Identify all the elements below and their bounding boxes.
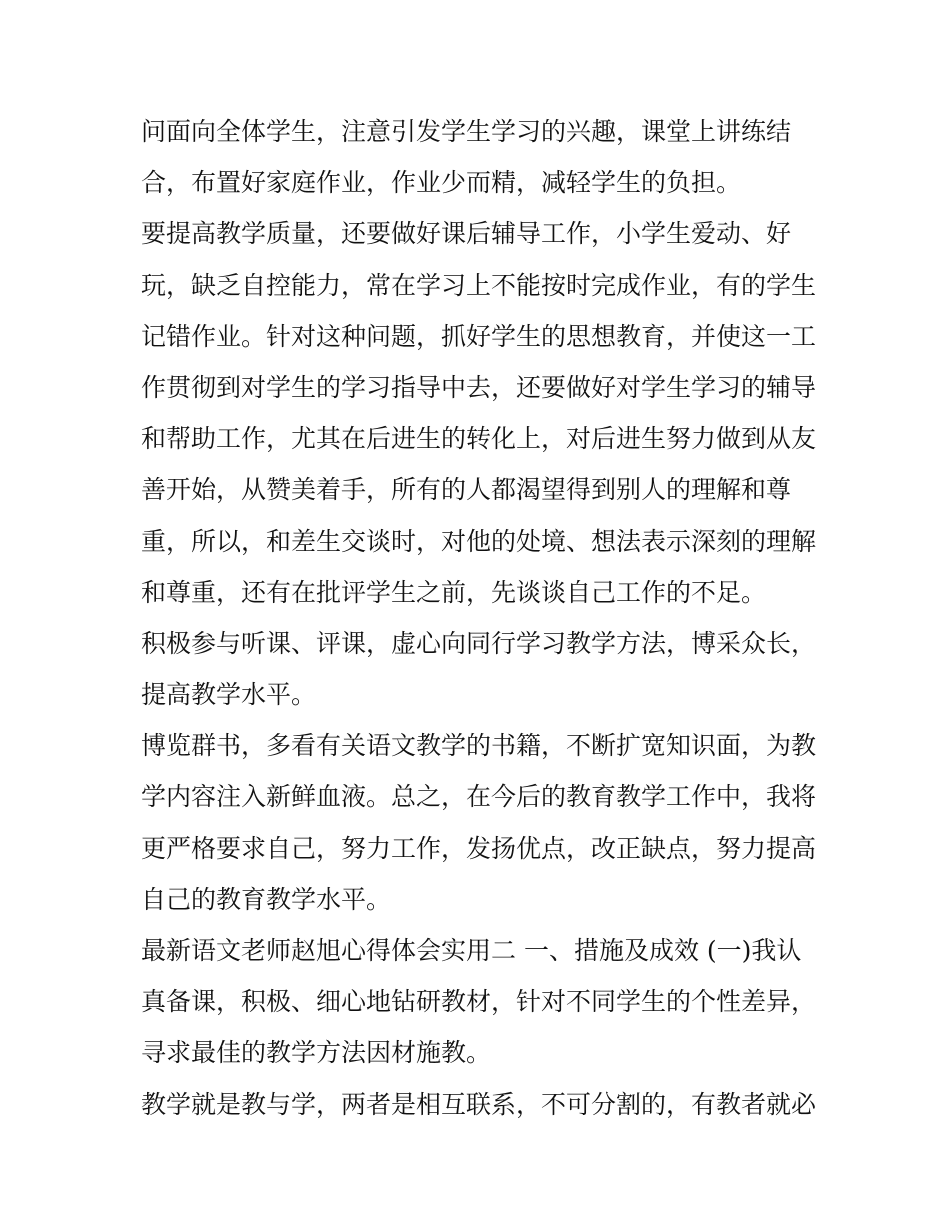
text-line: 寻求最佳的教学方法因材施教。 (141, 1038, 492, 1068)
text-line: 作贯彻到对学生的学习指导中去，还要做好对学生学习的辅导 (141, 372, 817, 402)
text-line: 善开始，从赞美着手，所有的人都渴望得到别人的理解和尊 (141, 475, 792, 505)
text-line: 要提高教学质量，还要做好课后辅导工作，小学生爱动、好 (141, 219, 792, 249)
text-line: 博览群书，多看有关语文教学的书籍，不断扩宽知识面，为教 (141, 731, 817, 761)
text-line: 和帮助工作，尤其在后进生的转化上，对后进生努力做到从友 (141, 424, 817, 454)
text-line: 教学就是教与学，两者是相互联系，不可分割的，有教者就必 (141, 1089, 817, 1119)
body-text (141, 106, 817, 1130)
text-line: 积极参与听课、评课，虚心向同行学习教学方法，博采众长， (141, 628, 817, 658)
text-line: 问面向全体学生，注意引发学生学习的兴趣，课堂上讲练结 (141, 117, 792, 146)
text-line: 最新语文老师赵旭心得体会实用二 一、措施及成效 (一)我认 (141, 936, 802, 965)
text-line: 自己的教育教学水平。 (141, 884, 392, 914)
text-line: 真备课，积极、细心地钻研教材，针对不同学生的个性差异， (141, 987, 817, 1017)
text-line: 记错作业。针对这种问题，抓好学生的思想教育，并使这一工 (141, 321, 817, 351)
text-line: 和尊重，还有在批评学生之前，先谈谈自己工作的不足。 (141, 577, 767, 607)
text-line: 合，布置好家庭作业，作业少而精，减轻学生的负担。 (141, 168, 742, 198)
text-line: 重，所以，和差生交谈时，对他的处境、想法表示深刻的理解 (141, 526, 817, 556)
text-line: 提高教学水平。 (141, 680, 317, 710)
text-line: 玩，缺乏自控能力，常在学习上不能按时完成作业，有的学生 (141, 270, 817, 300)
text-line: 更严格要求自己，努力工作，发扬优点，改正缺点，努力提高 (141, 833, 817, 863)
text-line: 学内容注入新鲜血液。总之，在今后的教育教学工作中，我将 (141, 782, 817, 812)
